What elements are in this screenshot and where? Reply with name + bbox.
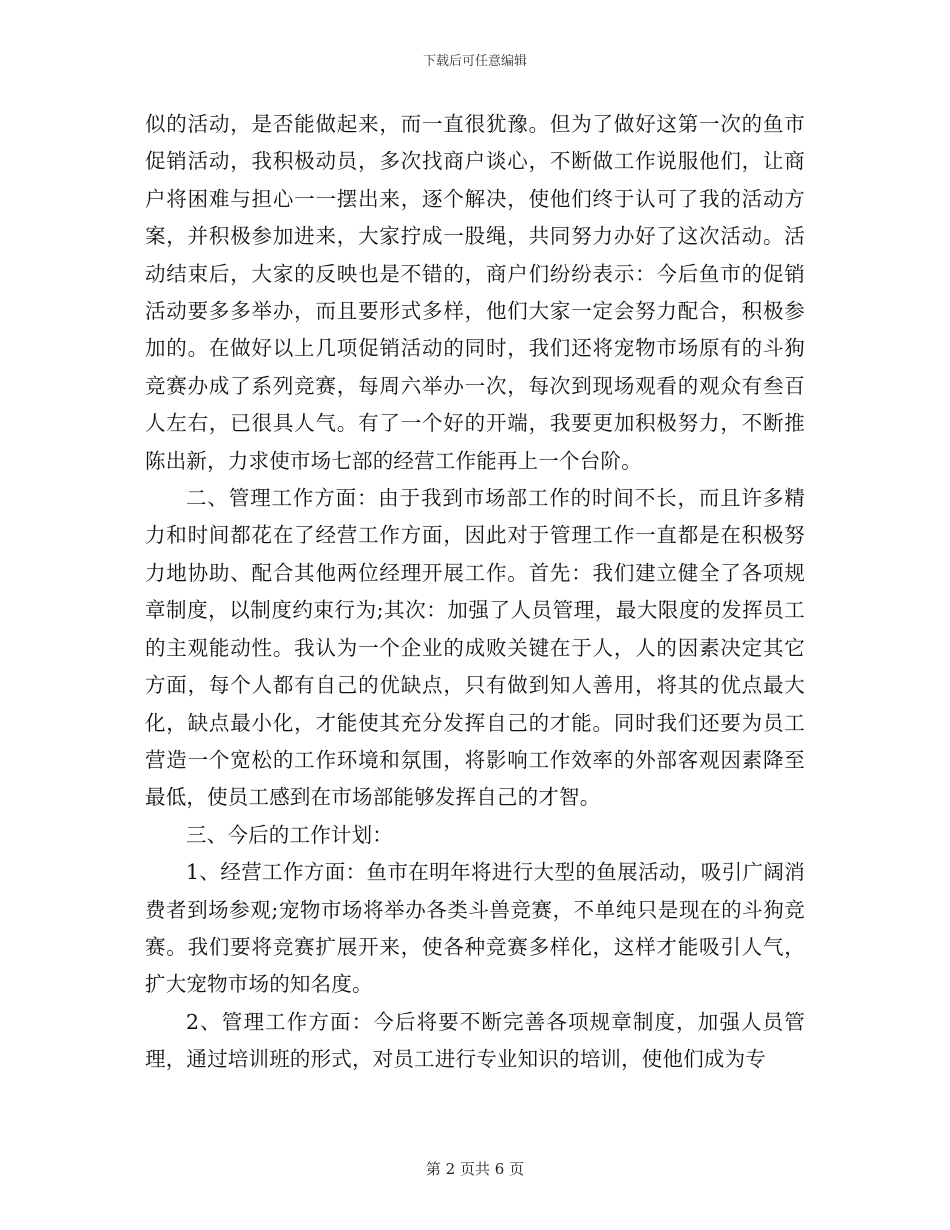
- page-header: [0, 54, 950, 70]
- page-number: 第 2 页共 6 页: [425, 1160, 525, 1178]
- paragraph-management-work: 二、管理工作方面：由于我到市场部工作的时间不长，而且许多精力和时间都花在了经营工作方面，因此对于管理工作一直都是在积极努力地协助、配合其他两位经理开展工作。首先：我们建立健全了各项规章制度，以制度约束行为;其次：加强了人员管理，最大限度的发挥员工的主观能动性。我认为一个企业的成败关键在于人，人的因素决定其它方面，每个人都有自己的优缺点，只有做到知人善用，将其的优点最大化，缺点最小化，才能使其充分发挥自己的才能。同时我们还要为员工营造一个宽松的工作环境和氛围，将影响工作效率的外部客观因素降至最低，使员工感到在市场部能够发挥自己的才智。: [145, 486, 805, 810]
- paragraph-future-plan-heading: 三、今后的工作计划：: [186, 822, 393, 847]
- page-footer: [0, 1160, 950, 1178]
- header-text: 下载后可任意编辑: [422, 54, 527, 69]
- document-body: [145, 106, 805, 1079]
- paragraph-plan-management: 2、管理工作方面：今后将要不断完善各项规章制度，加强人员管理，通过培训班的形式，对员工进行专业知识的培训，使他们成为专: [145, 1009, 805, 1072]
- paragraph-plan-operations: 1、经营工作方面：鱼市在明年将进行大型的鱼展活动，吸引广阔消费者到场参观;宠物市场将举办各类斗兽竞赛，不单纯只是现在的斗狗竞赛。我们要将竞赛扩展开来，使各种竞赛多样化，这样才能吸引人气，扩大宠物市场的知名度。: [145, 860, 805, 997]
- paragraph-continued-activities: 似的活动，是否能做起来，而一直很犹豫。但为了做好这第一次的鱼市促销活动，我积极动员，多次找商户谈心，不断做工作说服他们，让商户将困难与担心一一摆出来，逐个解决，使他们终于认可了我的活动方案，并积极参加进来，大家拧成一股绳，共同努力办好了这次活动。活动结束后，大家的反映也是不错的，商户们纷纷表示：今后鱼市的促销活动要多多举办，而且要形式多样，他们大家一定会努力配合，积极参加的。在做好以上几项促销活动的同时，我们还将宠物市场原有的斗狗竞赛办成了系列竞赛，每周六举办一次，每次到现场观看的观众有叁百人左右，已很具人气。有了一个好的开端，我要更加积极努力，不断推陈出新，力求使市场七部的经营工作能再上一个台阶。: [145, 112, 805, 473]
